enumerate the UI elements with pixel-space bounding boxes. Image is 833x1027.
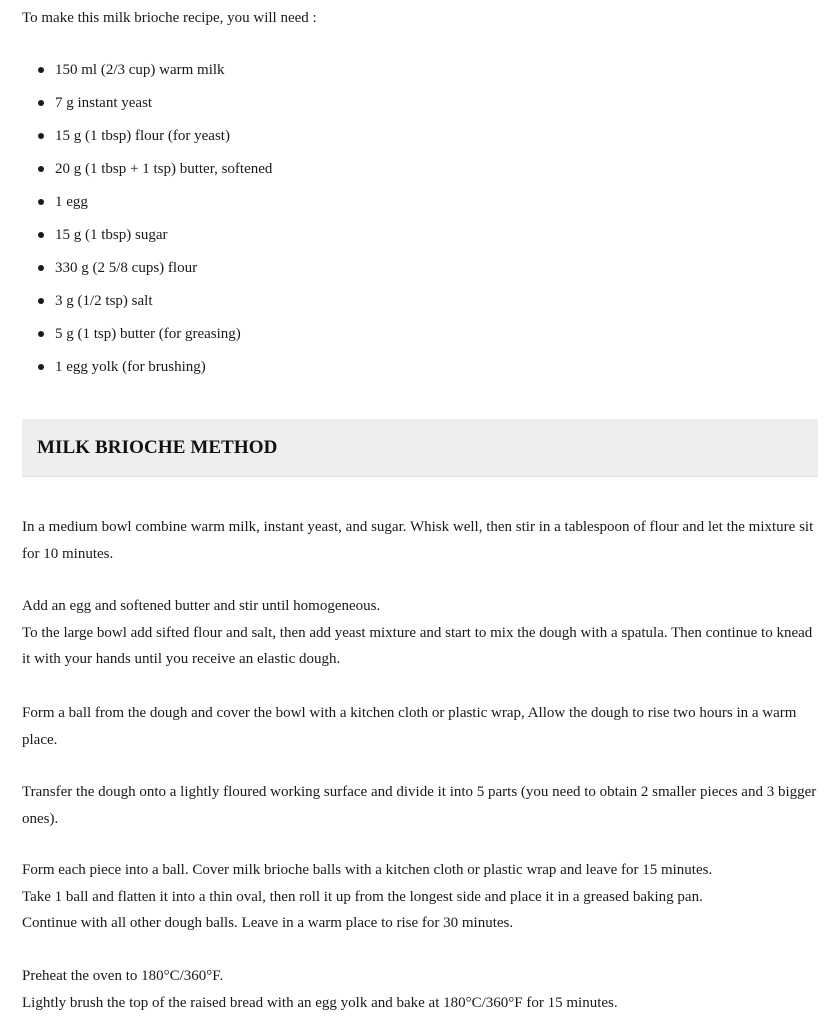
method-paragraph bbox=[22, 700, 822, 753]
method-step-text: Form a ball from the dough and cover the bowl with a kitchen cloth or plastic wrap, Allow the dough to rise two hours in a warm place. bbox=[22, 705, 797, 748]
list-item bbox=[22, 192, 272, 225]
method-step-text: Lightly brush the top of the raised bread with an egg yolk and bake at 180°C/360°F for 15 minutes. bbox=[22, 994, 618, 1011]
bullet-icon bbox=[38, 133, 44, 139]
bullet-icon bbox=[38, 199, 44, 205]
list-item bbox=[22, 324, 272, 357]
bullet-icon bbox=[38, 232, 44, 238]
method-paragraph bbox=[22, 514, 822, 567]
method-step-text: In a medium bowl combine warm milk, instant yeast, and sugar. Whisk well, then stir in a tablespoon of flour and let the mixture sit for 10 minutes. bbox=[22, 519, 814, 562]
list-item bbox=[22, 225, 272, 258]
ingredient-text: 15 g (1 tbsp) sugar bbox=[55, 227, 168, 243]
method-paragraph bbox=[22, 593, 822, 673]
ingredient-text: 1 egg bbox=[55, 194, 88, 210]
ingredients-list bbox=[22, 60, 272, 390]
bullet-icon bbox=[38, 298, 44, 304]
method-paragraph bbox=[22, 857, 822, 937]
list-item bbox=[22, 357, 272, 390]
ingredient-text: 3 g (1/2 tsp) salt bbox=[55, 293, 153, 309]
method-section-header bbox=[22, 419, 818, 477]
ingredient-text: 330 g (2 5/8 cups) flour bbox=[55, 260, 198, 276]
list-item bbox=[22, 93, 272, 126]
method-title: MILK BRIOCHE METHOD bbox=[37, 437, 278, 458]
ingredient-text: 20 g (1 tbsp + 1 tsp) butter, softened bbox=[55, 161, 273, 177]
ingredient-text: 150 ml (2/3 cup) warm milk bbox=[55, 62, 225, 78]
bullet-icon bbox=[38, 166, 44, 172]
bullet-icon bbox=[38, 265, 44, 271]
intro-text: To make this milk brioche recipe, you will need : bbox=[22, 10, 317, 26]
ingredient-text: 7 g instant yeast bbox=[55, 95, 153, 111]
method-step-text: Continue with all other dough balls. Leave in a warm place to rise for 30 minutes. bbox=[22, 915, 514, 931]
list-item bbox=[22, 258, 272, 291]
ingredient-text: 1 egg yolk (for brushing) bbox=[55, 359, 206, 375]
list-item bbox=[22, 60, 272, 93]
method-step-text: Form each piece into a ball. Cover milk brioche balls with a kitchen cloth or plastic wrap and leave for 15 minutes. bbox=[22, 862, 713, 878]
method-step-text: Take 1 ball and flatten it into a thin oval, then roll it up from the longest side and place it in a greased baking pan. bbox=[22, 888, 703, 905]
method-paragraph bbox=[22, 779, 822, 832]
method-step-text: To the large bowl add sifted flour and salt, then add yeast mixture and start to mix the dough with a spatula. Then continue to knead it with your hands until you receive an elastic dough. bbox=[22, 624, 813, 667]
method-paragraph bbox=[22, 963, 822, 1016]
bullet-icon bbox=[38, 331, 44, 337]
list-item bbox=[22, 126, 272, 159]
method-step-text: Preheat the oven to 180°C/360°F. bbox=[22, 968, 224, 984]
bullet-icon bbox=[38, 364, 44, 370]
method-step-text: Add an egg and softened butter and stir until homogeneous. bbox=[22, 598, 381, 614]
list-item bbox=[22, 159, 272, 192]
bullet-icon bbox=[38, 100, 44, 106]
list-item bbox=[22, 291, 272, 324]
ingredient-text: 15 g (1 tbsp) flour (for yeast) bbox=[55, 128, 230, 144]
bullet-icon bbox=[38, 67, 44, 73]
ingredient-text: 5 g (1 tsp) butter (for greasing) bbox=[55, 326, 241, 342]
method-step-text: Transfer the dough onto a lightly floured working surface and divide it into 5 parts (you need to obtain 2 smaller pieces and 3 bigger ones). bbox=[22, 784, 817, 827]
